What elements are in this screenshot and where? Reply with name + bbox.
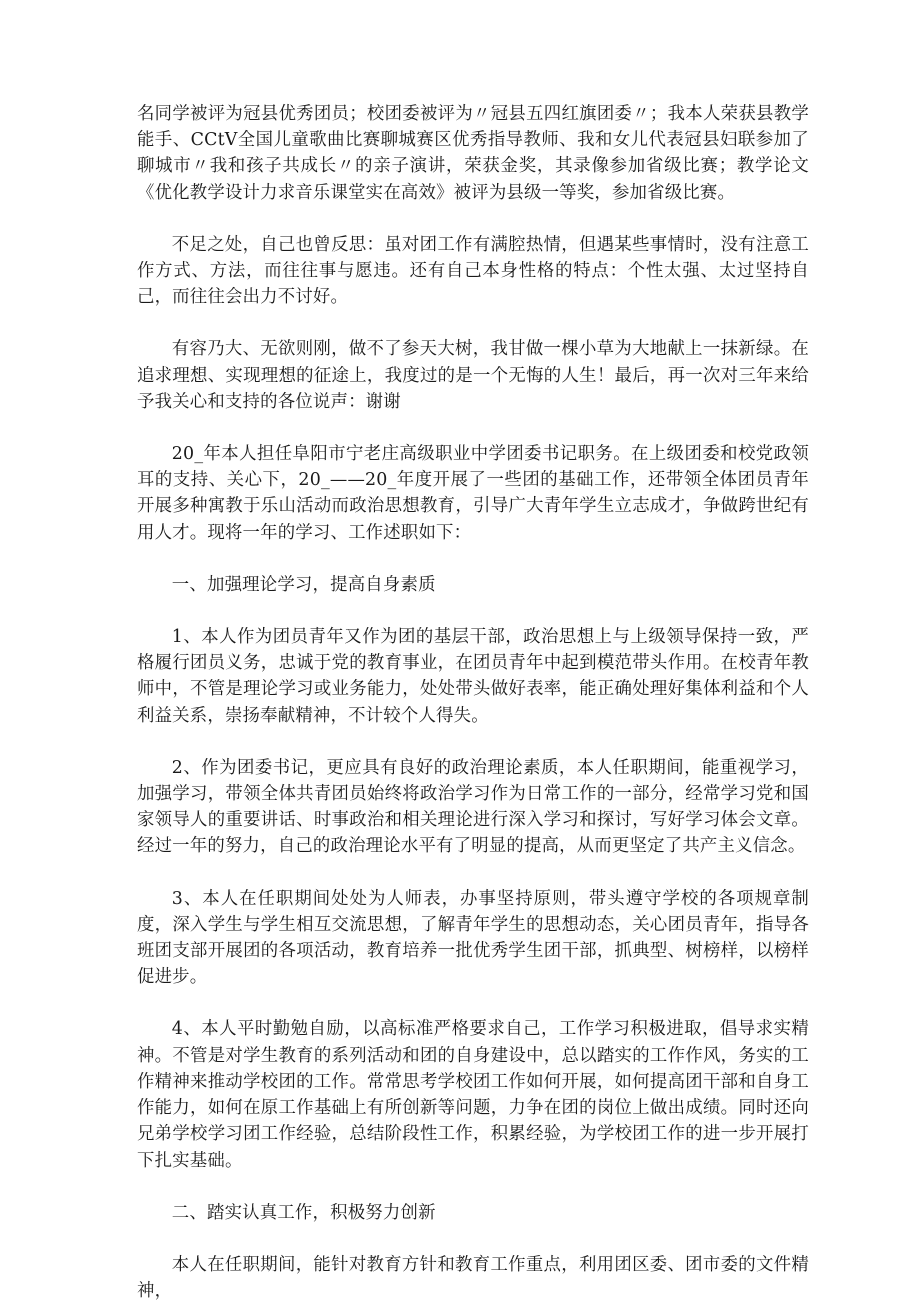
paragraph-closing-thanks: 有容乃大、无欲则刚，做不了参天大树，我甘做一棵小草为大地献上一抹新绿。在追求理想、实现理想的征途上，我度过的是一个无悔的人生！最后，再一次对三年来给予我关心和支持的各位说声：谢谢: [137, 339, 809, 412]
paragraph-shortcomings: 不足之处，自己也曾反思：虽对团工作有满腔热情，但遇某些事情时，没有注意工作方式、方法，而往往事与愿违。还有自己本身性格的特点：个性太强、太过坚持自己，而往往会出力不讨好。: [137, 234, 809, 308]
paragraph-work-start: 本人在任职期间，能针对教育方针和教育工作重点，利用团区委、团市委的文件精神，: [137, 1254, 809, 1302]
paragraph-item-3: 3、本人在任职期间处处为人师表，办事坚持原则，带头遵守学校的各项规章制度，深入学生与学生相互交流思想，了解青年学生的思想动态，关心团员青年，指导各班团支部开展团的各项活动，教育培养一批优秀学生团干部，抓典型、树榜样，以榜样促进步。: [137, 888, 809, 988]
document-body: [137, 101, 809, 1304]
paragraph-item-2: 2、作为团委书记，更应具有良好的政治理论素质，本人任职期间，能重视学习，加强学习，带领全体共青团员始终将政治学习作为日常工作的一部分，经常学习党和国家领导人的重要讲话、时事政治和相关理论进行深入学习和探讨，写好学习体会文章。经过一年的努力，自己的政治理论水平有了明显的提高，从而更坚定了共产主义信念。: [137, 757, 809, 857]
section-heading-1: 一、加强理论学习，提高自身素质: [171, 574, 436, 595]
paragraph-item-1: 1、本人作为团员青年又作为团的基层干部，政治思想上与上级领导保持一致，严格履行团员义务，忠诚于党的教育事业，在团员青年中起到模范带头作用。在校青年教师中，不管是理论学习或业务能力，处处带头做好表率，能正确处理好集体利益和个人利益关系，崇扬奉献精神，不计较个人得失。: [137, 627, 809, 726]
paragraph-item-4: 4、本人平时勤勉自励，以高标准严格要求自己，工作学习积极进取，倡导求实精神。不管是对学生教育的系列活动和团的自身建设中，总以踏实的工作作风，务实的工作精神来推动学校团的工作。常常思考学校团工作如何开展，如何提高团干部和自身工作能力，如何在原工作基础上有所创新等问题，力争在团的岗位上做出成绩。同时还向兄弟学校学习团工作经验，总结阶段性工作，积累经验，为学校团工作的进一步开展打下扎实基础。: [137, 1019, 809, 1171]
paragraph-intro: 20_年本人担任阜阳市宁老庄高级职业中学团委书记职务。在上级团委和校党政领耳的支持、关心下，20_——20_年度开展了一些团的基础工作，还带领全体团员青年开展多种寓教于乐山活动而政治思想教育，引导广大青年学生立志成才，争做跨世纪有用人才。现将一年的学习、工作述职如下：: [137, 444, 809, 543]
paragraph-honors: 名同学被评为冠县优秀团员；校团委被评为〃冠县五四红旗团委〃；我本人荣获县教学能手、CCtV全国儿童歌曲比赛聊城赛区优秀指导教师、我和女儿代表冠县妇联参加了聊城市〃我和孩子共成长〃的亲子演讲，荣获金奖，其录像参加省级比赛；教学论文《优化教学设计力求音乐课堂实在高效》被评为县级一等奖，参加省级比赛。: [137, 104, 809, 203]
section-heading-2: 二、踏实认真工作，积极努力创新: [171, 1202, 436, 1223]
